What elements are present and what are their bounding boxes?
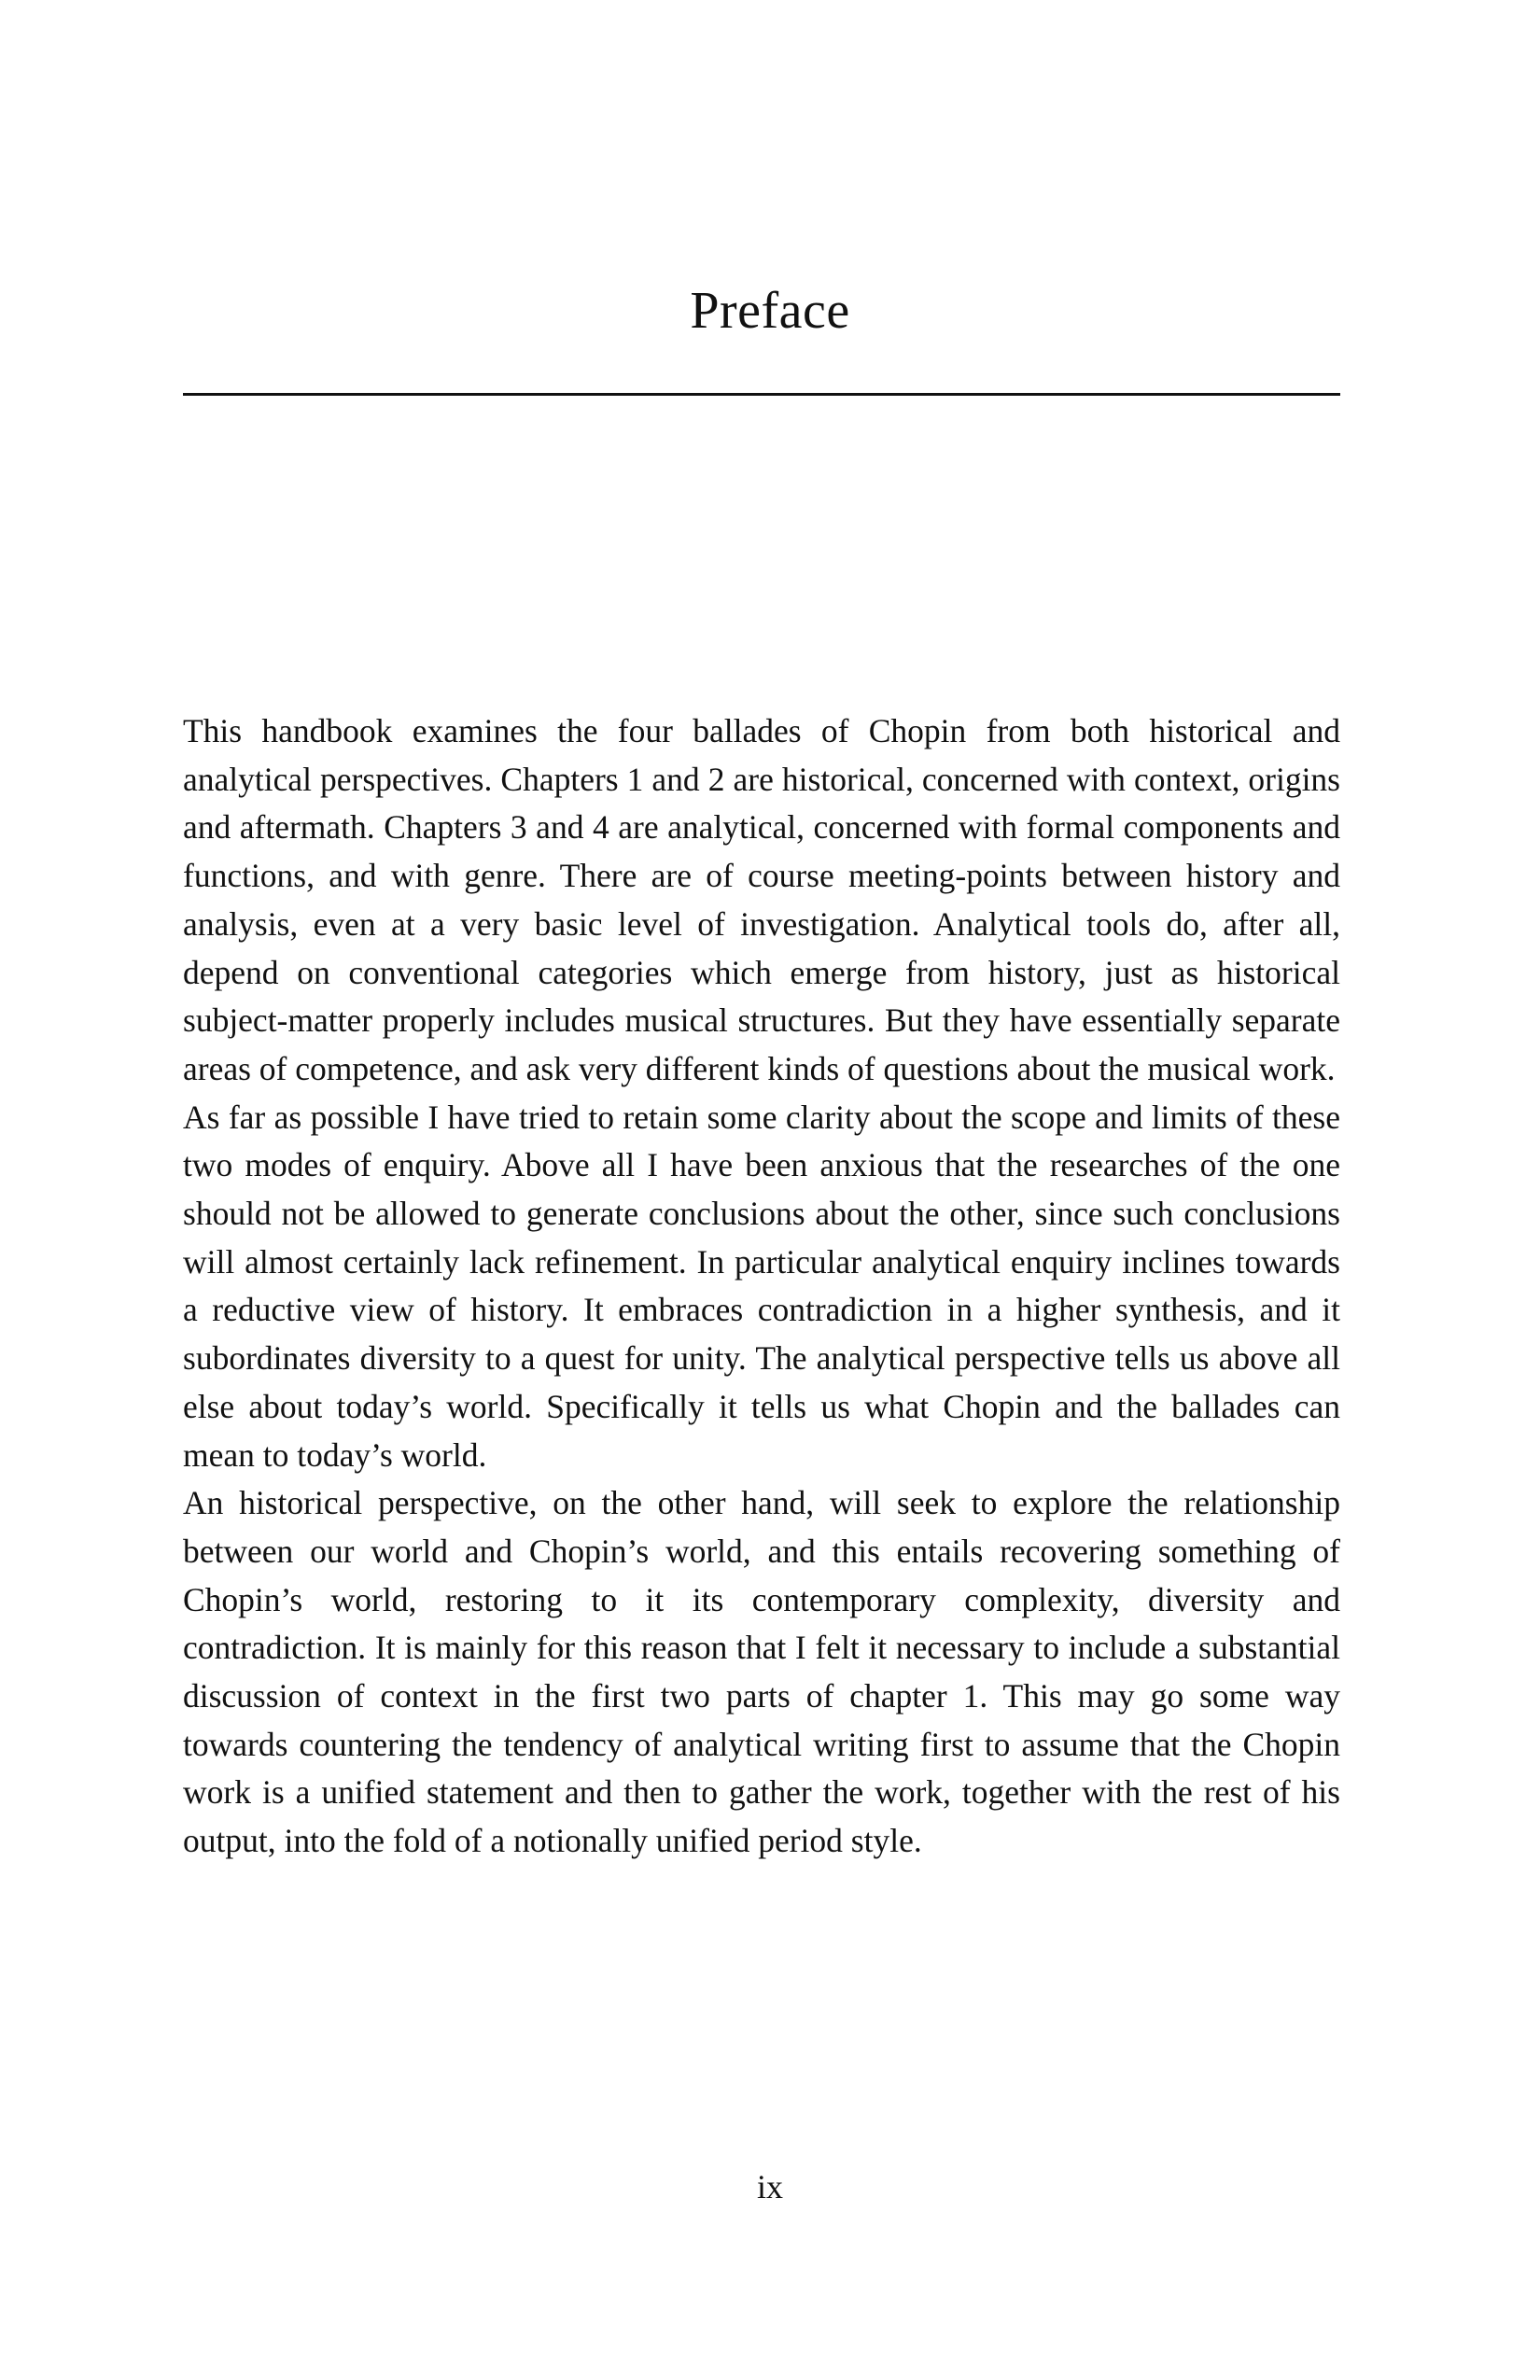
paragraph: As far as possible I have tried to retain some clarity about the scope and limits of these two modes of enquiry. Above all I have been anxious that the researches of the one should not be allowed to generate conclusions about the other, since such conclusions will almost certainly lack refinement. In particular analytical enquiry inclines towards a reductive view of history. It embraces contradiction in a higher synthesis, and it subordinates diversity to a quest for unity. The analytical perspective tells us above all else about today’s world. Specifically it tells us what Chopin and the ballades can mean to today’s world.	[183, 1098, 1340, 1474]
paragraph: This handbook examines the four ballades of Chopin from both historical and analytical perspectives. Chapters 1 and 2 are historical, concerned with context, origins and aftermath. Chapters 3 and 4 are analytical, concerned with formal components and functions, and with genre. There are of course meeting-points between history and analysis, even at a very basic level of investigation. Analytical tools do, after all, depend on conventional categories which emerge from history, just as historical subject-matter properly includes musical structures. But they have essentially separate areas of competence, and ask very different kinds of questions about the musical work.	[183, 712, 1340, 1087]
paragraph: An historical perspective, on the other hand, will seek to explore the relationship between our world and Chopin’s world, and this entails recovering something of Chopin’s world, restoring to it its contemporary complexity, diversity and contradiction. It is mainly for this reason that I felt it necessary to include a substantial discussion of context in the first two parts of chapter 1. This may go some way towards countering the tendency of analytical writing first to assume that the Chopin work is a unified statement and then to gather the work, together with the rest of his output, into the fold of a notionally unified period style.	[183, 1484, 1340, 1860]
title-rule	[183, 393, 1340, 396]
page-number: ix	[756, 2168, 783, 2205]
body-text	[183, 707, 1340, 1866]
page-title: Preface	[690, 282, 850, 340]
